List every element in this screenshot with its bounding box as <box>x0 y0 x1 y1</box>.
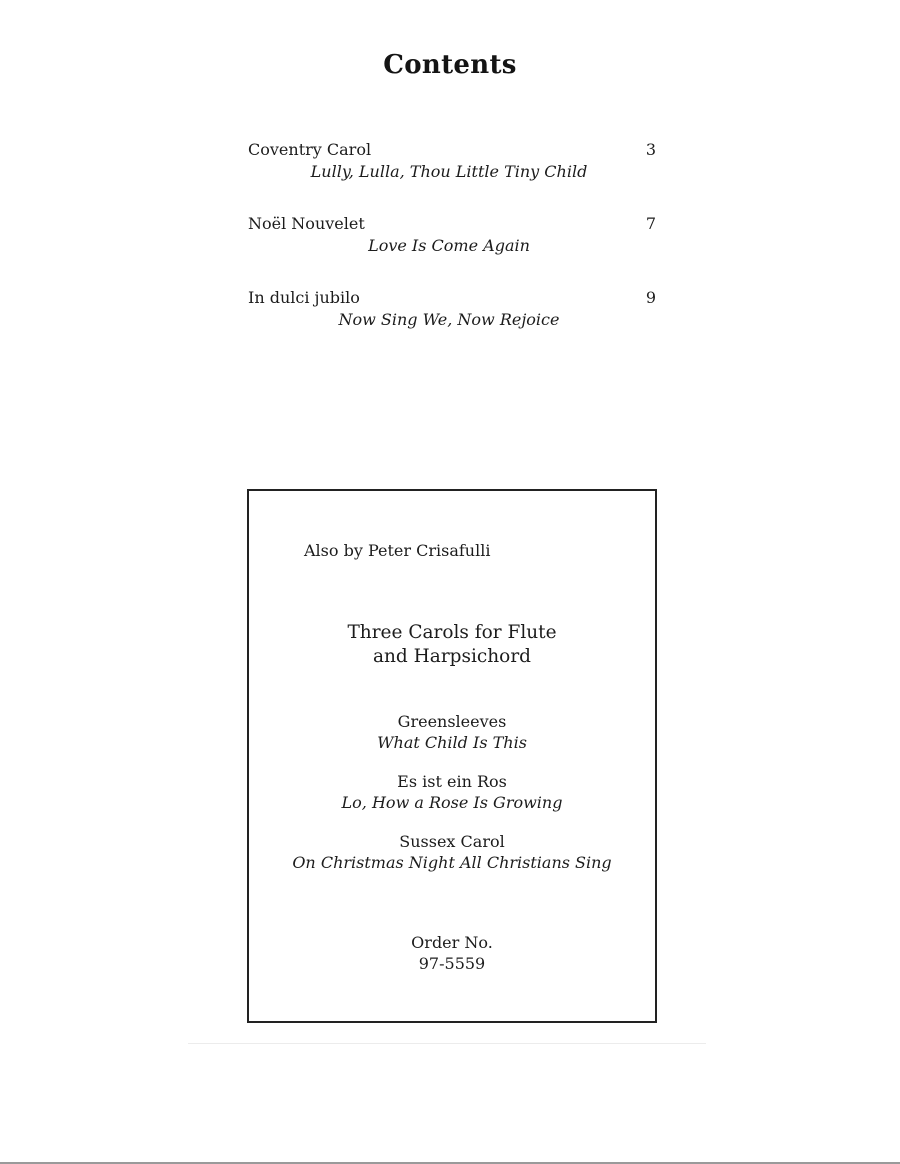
order-label: Order No. <box>411 933 493 952</box>
toc-entry-title: Noël Nouvelet <box>248 214 365 233</box>
promo-book-title-line: Three Carols for Flute <box>347 622 557 643</box>
toc-entry[interactable] <box>248 288 658 362</box>
order-number-block <box>249 932 655 974</box>
toc-entry-page-number: 7 <box>645 214 656 233</box>
toc-entry-page-number: 3 <box>645 140 656 159</box>
promo-carol-item <box>249 771 655 831</box>
toc-entry-title: Coventry Carol <box>248 140 372 159</box>
also-by-heading: Also by Peter Crisafulli <box>304 541 491 560</box>
promo-carol-item <box>249 831 655 891</box>
promo-carol-alt-title: Lo, How a Rose Is Growing <box>341 793 563 812</box>
promo-book-title <box>249 621 655 669</box>
also-by-box <box>247 489 657 1023</box>
toc-entry-subtitle: Lully, Lulla, Thou Little Tiny Child <box>310 162 588 181</box>
toc-entry-title: In dulci jubilo <box>248 288 360 307</box>
promo-carol-alt-title: What Child Is This <box>377 733 527 752</box>
promo-carol-title: Es ist ein Ros <box>397 772 507 791</box>
toc-entry[interactable] <box>248 140 658 214</box>
order-number: 97-5559 <box>418 954 486 973</box>
promo-carol-title: Sussex Carol <box>399 832 505 851</box>
toc-entry-page-number: 9 <box>645 288 656 307</box>
promo-carol-alt-title: On Christmas Night All Christians Sing <box>292 853 612 872</box>
promo-carol-item <box>249 711 655 771</box>
promo-carol-title: Greensleeves <box>397 712 507 731</box>
table-of-contents <box>248 140 658 362</box>
toc-entry[interactable] <box>248 214 658 288</box>
promo-book-title-line: and Harpsichord <box>372 646 532 667</box>
promo-carol-list <box>249 711 655 891</box>
toc-entry-subtitle: Love Is Come Again <box>368 236 530 255</box>
toc-entry-subtitle: Now Sing We, Now Rejoice <box>338 310 560 329</box>
page-title: Contents <box>383 50 517 80</box>
divider <box>188 1043 706 1044</box>
